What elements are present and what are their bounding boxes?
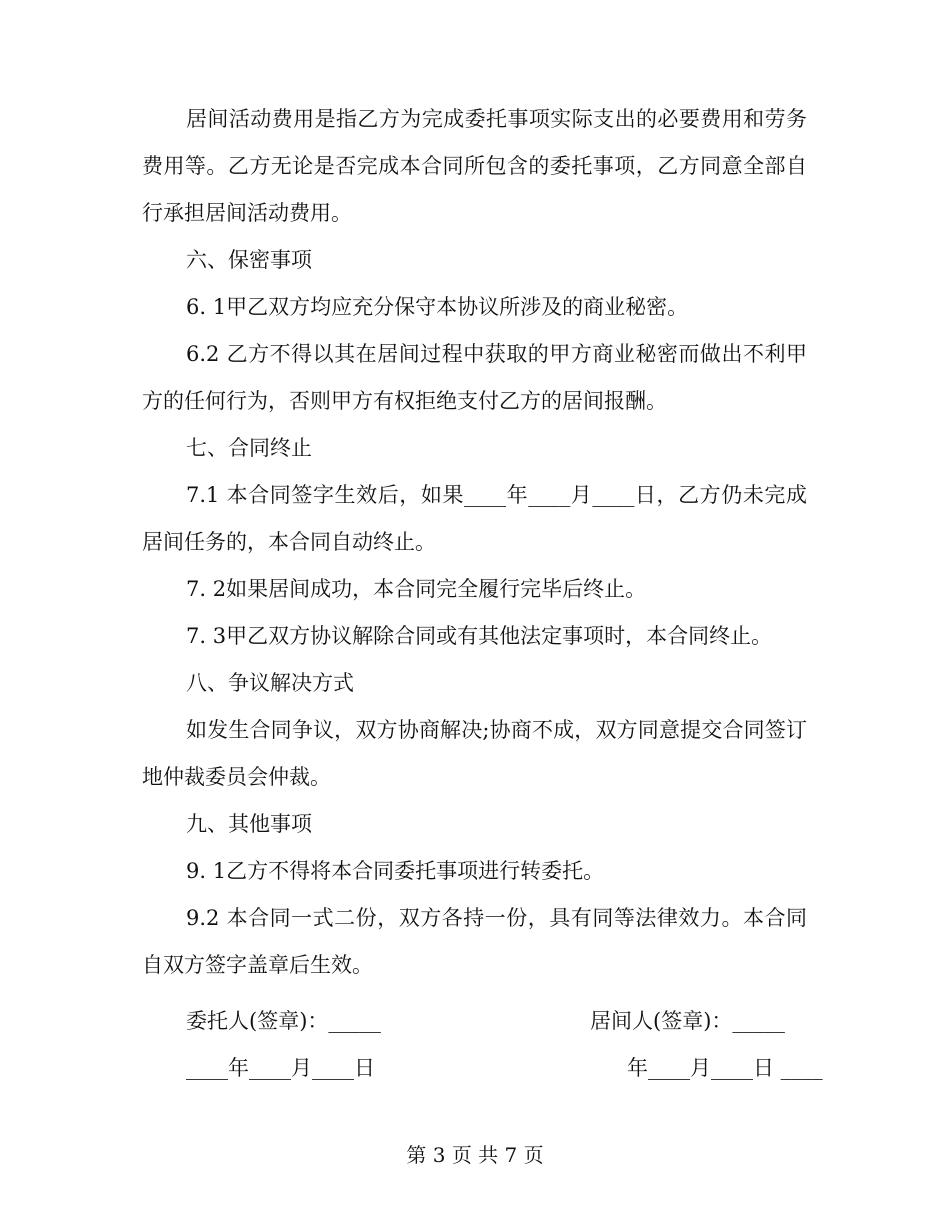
clause-7-3: 7. 3甲乙双方协议解除合同或有其他法定事项时，本合同终止。: [186, 624, 773, 648]
contract-body: [142, 96, 807, 989]
section-heading-termination: 七、合同终止: [186, 436, 312, 460]
section-heading-dispute: 八、争议解决方式: [186, 671, 354, 695]
client-signature-date: ____年____月____日: [186, 1056, 375, 1080]
section-heading-other: 九、其他事项: [186, 812, 312, 836]
clause-7-2: 7. 2如果居间成功，本合同完全履行完毕后终止。: [186, 577, 647, 601]
clause-6-2: 6.2 乙方不得以其在居间过程中获取的甲方商业秘密而做出不利甲方的任何行为，否则甲方有权拒绝支付乙方的居间报酬。: [142, 342, 807, 413]
section-heading-confidentiality: 六、保密事项: [186, 248, 312, 272]
clause-dispute: 如发生合同争议，双方协商解决;协商不成，双方同意提交合同签订地仲裁委员会仲裁。: [142, 718, 807, 789]
paragraph-fee-definition: 居间活动费用是指乙方为完成委托事项实际支出的必要费用和劳务费用等。乙方无论是否完成本合同所包含的委托事项，乙方同意全部自行承担居间活动费用。: [142, 107, 807, 225]
clause-9-1: 9. 1乙方不得将本合同委托事项进行转委托。: [186, 859, 605, 883]
intermediary-signature-date: 年____月____日 ____: [627, 1056, 823, 1080]
intermediary-signature-label: 居间人(签章)：_____: [590, 1009, 785, 1033]
client-signature-label: 委托人(签章)：_____: [186, 1009, 381, 1033]
clause-6-1: 6. 1甲乙双方均应充分保守本协议所涉及的商业秘密。: [186, 295, 689, 319]
page-number: 第 3 页 共 7 页: [406, 1143, 544, 1167]
clause-9-2: 9.2 本合同一式二份，双方各持一份，具有同等法律效力。本合同自双方签字盖章后生效。: [142, 906, 807, 977]
clause-7-1: 7.1 本合同签字生效后，如果____年____月____日，乙方仍未完成居间任务的，本合同自动终止。: [142, 483, 807, 554]
